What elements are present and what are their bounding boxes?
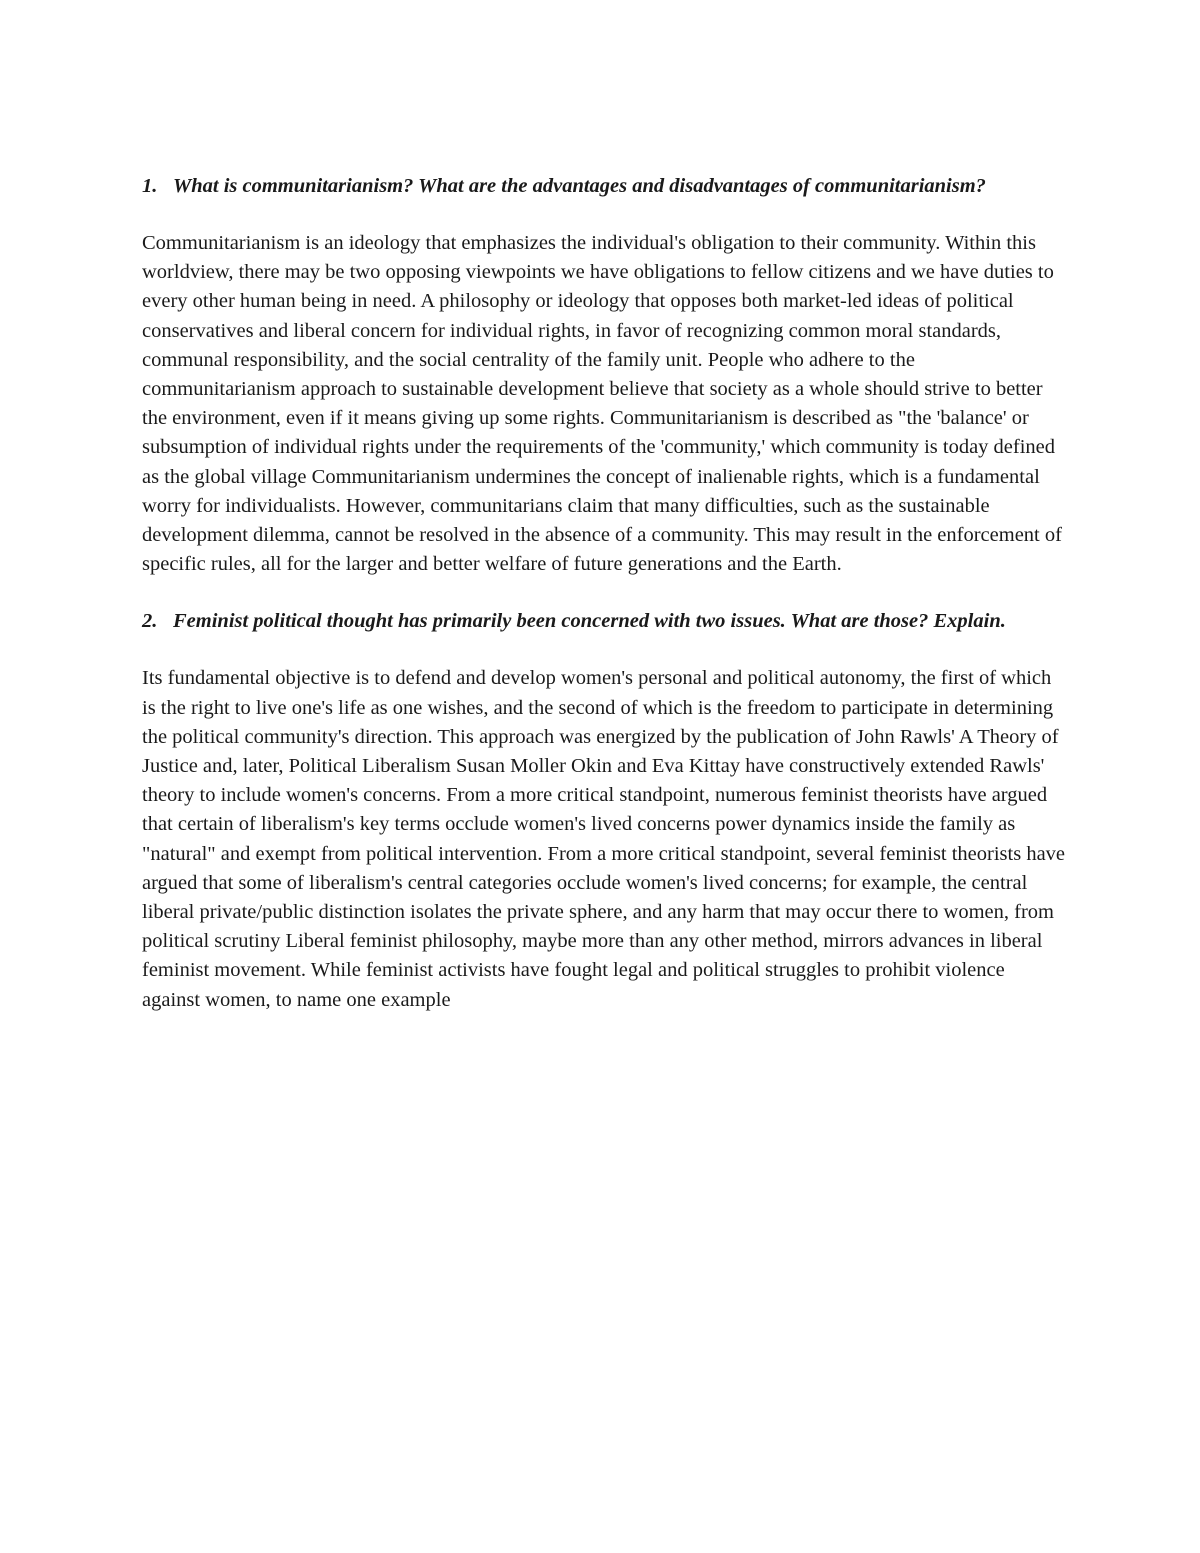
document-page	[142, 172, 1067, 1015]
answer-1-paragraph: Communitarianism is an ideology that emphasizes the individual's obligation to their community. Within this worldview, there may be two opposing viewpoints we have obligations to fellow citizens and we have duties to every other human being in need. A philosophy or ideology that opposes both market-led ideas of political conservatives and liberal concern for individual rights, in favor of recognizing common moral standards, communal responsibility, and the social centrality of the family unit. People who adhere to the communitarianism approach to sustainable development believe that society as a whole should strive to better the environment, even if it means giving up some rights. Communitarianism is described as "the 'balance' or subsumption of individual rights under the requirements of the 'community,' which community is today defined as the global village Communitarianism undermines the concept of inalienable rights, which is a fundamental worry for individualists. However, communitarians claim that many difficulties, such as the sustainable development dilemma, cannot be resolved in the absence of a community. This may result in the enforcement of specific rules, all for the larger and better welfare of future generations and the Earth.	[142, 232, 1062, 576]
question-2-text: Feminist political thought has primarily been concerned with two issues. What are those? Explain.	[173, 610, 1006, 633]
question-2-heading	[142, 607, 1067, 636]
answer-2-paragraph: Its fundamental objective is to defend and develop women's personal and political autonomy, the first of which is the right to live one's life as one wishes, and the second of which is the freedom to participate in determining the political community's direction. This approach was energized by the publication of John Rawls' A Theory of Justice and, later, Political Liberalism Susan Moller Okin and Eva Kittay have constructively extended Rawls' theory to include women's concerns. From a more critical standpoint, numerous feminist theorists have argued that certain of liberalism's key terms occlude women's lived concerns power dynamics inside the family as "natural" and exempt from political intervention. From a more critical standpoint, several feminist theorists have argued that some of liberalism's central categories occlude women's lived concerns; for example, the central liberal private/public distinction isolates the private sphere, and any harm that may occur there to women, from political scrutiny Liberal feminist philosophy, maybe more than any other method, mirrors advances in liberal feminist movement. While feminist activists have fought legal and political struggles to prohibit violence against women, to name one example	[142, 667, 1066, 1011]
question-2-number: 2.	[142, 610, 158, 633]
question-1-heading	[142, 172, 1067, 201]
question-1-text: What is communitarianism? What are the advantages and disadvantages of communitarianism?	[173, 175, 986, 197]
question-1-number: 1.	[142, 175, 158, 197]
